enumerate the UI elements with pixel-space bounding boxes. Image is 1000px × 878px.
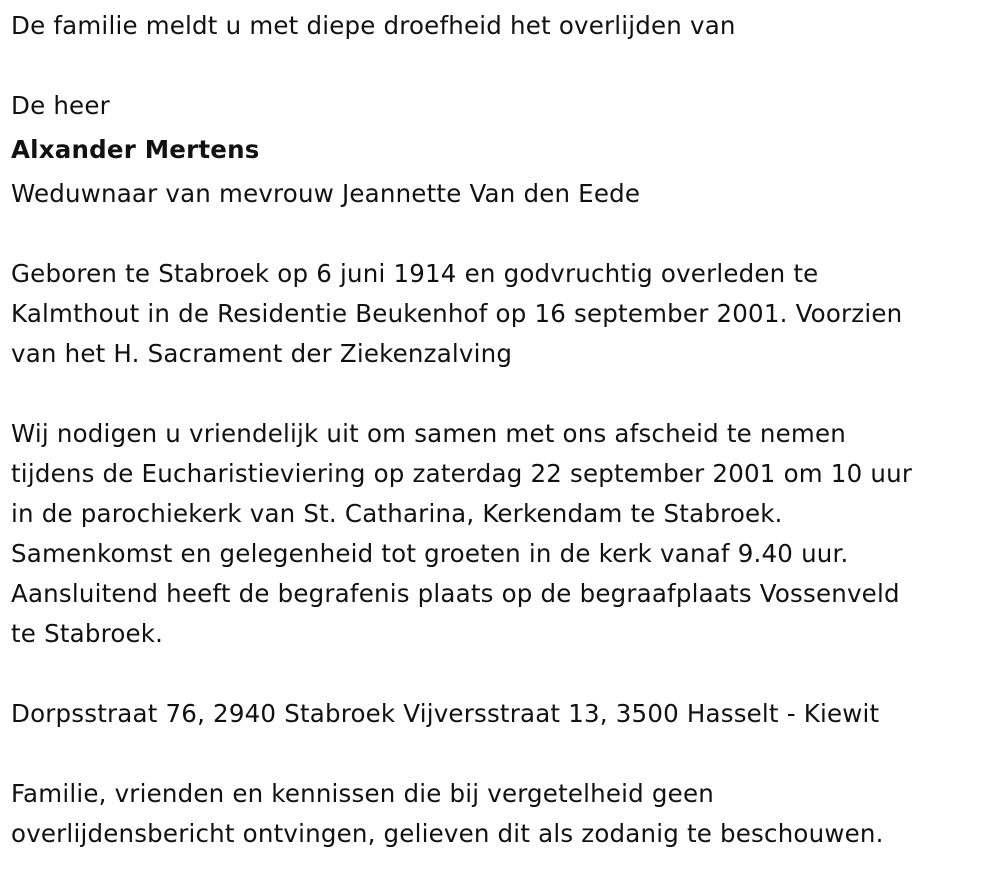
- death-notice: [11, 6, 991, 854]
- paragraph-line: Samenkomst en gelegenheid tot groeten in de kerk vanaf 9.40 uur.: [11, 539, 849, 568]
- spacer: [11, 214, 991, 254]
- intro-text: De familie meldt u met diepe droefheid het overlijden van: [11, 11, 736, 40]
- paragraph-line: Wij nodigen u vriendelijk uit om samen met ons afscheid te nemen: [11, 419, 846, 448]
- closing-paragraph: [11, 774, 991, 854]
- paragraph-line: tijdens de Eucharistieviering op zaterdag 22 september 2001 om 10 uur: [11, 459, 913, 488]
- paragraph-line: Kalmthout in de Residentie Beukenhof op 16 september 2001. Voorzien: [11, 299, 903, 328]
- addresses-line: Dorpsstraat 76, 2940 Stabroek Vijversstraat 13, 3500 Hasselt - Kiewit: [11, 699, 880, 728]
- paragraph-line: te Stabroek.: [11, 619, 164, 648]
- spouse-line: Weduwnaar van mevrouw Jeannette Van den Eede: [11, 179, 641, 208]
- birth-death-paragraph: [11, 254, 991, 374]
- paragraph-line: Geboren te Stabroek op 6 juni 1914 en godvruchtig overleden te: [11, 259, 819, 288]
- paragraph-line: overlijdensbericht ontvingen, gelieven dit als zodanig te beschouwen.: [11, 819, 884, 848]
- invitation-paragraph: [11, 414, 991, 654]
- spacer: [11, 46, 991, 86]
- paragraph-line: in de parochiekerk van St. Catharina, Kerkendam te Stabroek.: [11, 499, 783, 528]
- paragraph-line: Familie, vrienden en kennissen die bij vergetelheid geen: [11, 779, 714, 808]
- salutation: De heer: [11, 91, 110, 120]
- paragraph-line: Aansluitend heeft de begrafenis plaats op de begraafplaats Vossenveld: [11, 579, 900, 608]
- spacer: [11, 734, 991, 774]
- spacer: [11, 654, 991, 694]
- spacer: [11, 374, 991, 414]
- deceased-name: Alxander Mertens: [11, 135, 260, 164]
- paragraph-line: van het H. Sacrament der Ziekenzalving: [11, 339, 513, 368]
